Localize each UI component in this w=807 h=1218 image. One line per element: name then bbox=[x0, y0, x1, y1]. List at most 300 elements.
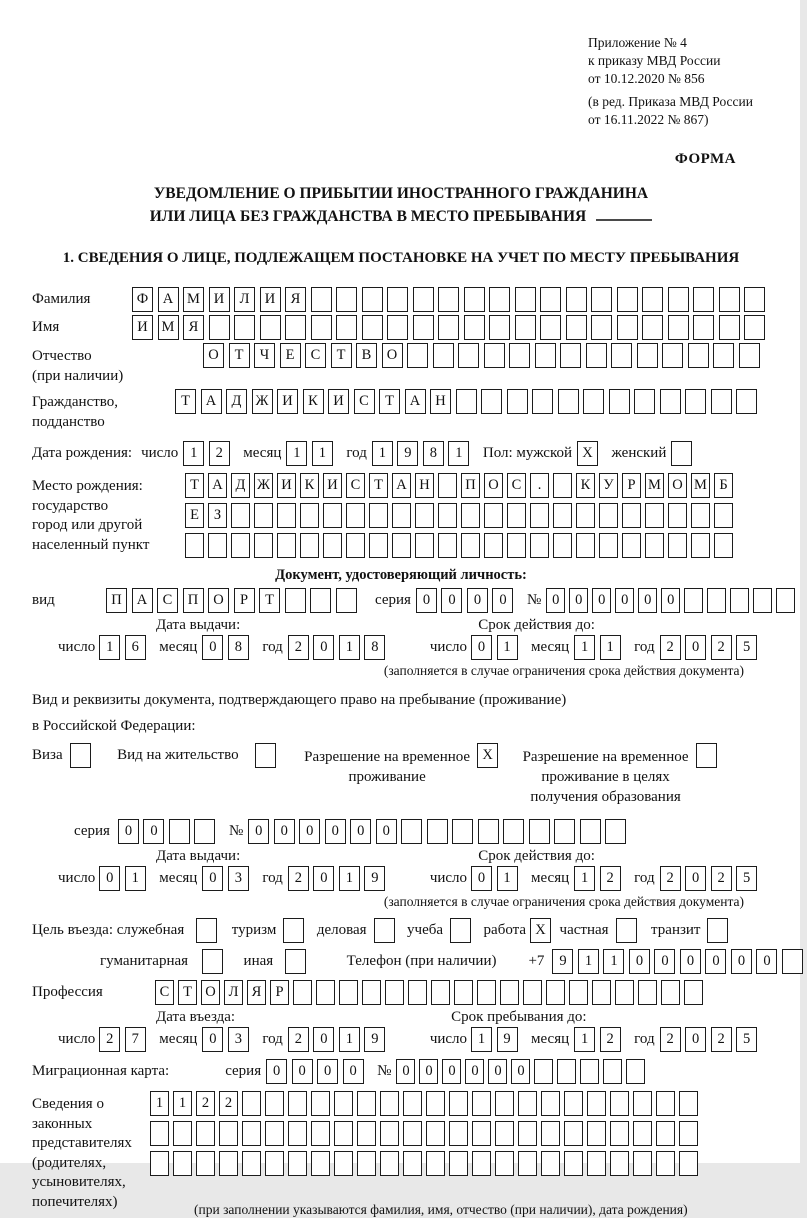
char-cell[interactable]: Т bbox=[369, 473, 388, 498]
char-cell[interactable]: 1 bbox=[574, 866, 595, 891]
char-cell[interactable] bbox=[334, 1121, 353, 1146]
char-cell[interactable]: З bbox=[208, 503, 227, 528]
char-cell[interactable]: Ж bbox=[252, 389, 273, 414]
char-cell[interactable]: 0 bbox=[680, 949, 701, 974]
char-cell[interactable]: 0 bbox=[313, 1027, 334, 1052]
char-cell[interactable]: 0 bbox=[274, 819, 295, 844]
char-cell[interactable] bbox=[515, 315, 536, 340]
char-cell[interactable] bbox=[285, 315, 306, 340]
char-cell[interactable]: 5 bbox=[736, 635, 757, 660]
char-cell[interactable] bbox=[300, 503, 319, 528]
char-cell[interactable]: 0 bbox=[118, 819, 139, 844]
char-cell[interactable]: 2 bbox=[288, 1027, 309, 1052]
char-cell[interactable]: 0 bbox=[248, 819, 269, 844]
char-cell[interactable] bbox=[495, 1121, 514, 1146]
char-cell[interactable] bbox=[599, 533, 618, 558]
char-cell[interactable] bbox=[150, 1151, 169, 1176]
char-cell[interactable] bbox=[707, 588, 726, 613]
char-cell[interactable]: О bbox=[668, 473, 687, 498]
char-cell[interactable] bbox=[254, 533, 273, 558]
checkbox-temp-residence[interactable]: X bbox=[477, 743, 498, 768]
char-cell[interactable]: 8 bbox=[228, 635, 249, 660]
char-cell[interactable] bbox=[553, 533, 572, 558]
char-cell[interactable] bbox=[691, 503, 710, 528]
char-cell[interactable]: Д bbox=[231, 473, 250, 498]
char-cell[interactable] bbox=[334, 1091, 353, 1116]
char-cell[interactable] bbox=[569, 980, 588, 1005]
char-cell[interactable]: А bbox=[405, 389, 426, 414]
char-cell[interactable] bbox=[336, 287, 357, 312]
char-cell[interactable] bbox=[260, 315, 281, 340]
char-cell[interactable]: 9 bbox=[497, 1027, 518, 1052]
char-cell[interactable] bbox=[719, 287, 740, 312]
char-cell[interactable] bbox=[438, 315, 459, 340]
char-cell[interactable]: 0 bbox=[465, 1059, 484, 1084]
char-cell[interactable]: И bbox=[328, 389, 349, 414]
char-cell[interactable] bbox=[736, 389, 757, 414]
char-cell[interactable] bbox=[288, 1091, 307, 1116]
char-cell[interactable]: 0 bbox=[266, 1059, 287, 1084]
char-cell[interactable]: 0 bbox=[638, 588, 657, 613]
char-cell[interactable] bbox=[714, 533, 733, 558]
char-cell[interactable] bbox=[622, 533, 641, 558]
char-cell[interactable] bbox=[693, 315, 714, 340]
char-cell[interactable] bbox=[449, 1151, 468, 1176]
char-cell[interactable] bbox=[311, 287, 332, 312]
char-cell[interactable] bbox=[662, 343, 683, 368]
char-cell[interactable] bbox=[426, 1151, 445, 1176]
char-cell[interactable]: Т bbox=[185, 473, 204, 498]
char-cell[interactable] bbox=[323, 503, 342, 528]
char-cell[interactable]: 9 bbox=[364, 1027, 385, 1052]
char-cell[interactable] bbox=[609, 389, 630, 414]
char-cell[interactable] bbox=[603, 1059, 622, 1084]
char-cell[interactable]: 5 bbox=[736, 1027, 757, 1052]
char-cell[interactable]: 0 bbox=[441, 588, 462, 613]
char-cell[interactable] bbox=[254, 503, 273, 528]
char-cell[interactable]: 0 bbox=[442, 1059, 461, 1084]
char-cell[interactable] bbox=[645, 503, 664, 528]
char-cell[interactable]: 0 bbox=[419, 1059, 438, 1084]
char-cell[interactable]: Р bbox=[270, 980, 289, 1005]
char-cell[interactable]: 1 bbox=[448, 441, 469, 466]
char-cell[interactable]: 0 bbox=[317, 1059, 338, 1084]
char-cell[interactable] bbox=[380, 1091, 399, 1116]
char-cell[interactable] bbox=[553, 503, 572, 528]
char-cell[interactable]: 2 bbox=[196, 1091, 215, 1116]
char-cell[interactable] bbox=[622, 503, 641, 528]
char-cell[interactable] bbox=[507, 533, 526, 558]
char-cell[interactable]: Н bbox=[430, 389, 451, 414]
char-cell[interactable] bbox=[173, 1151, 192, 1176]
char-cell[interactable] bbox=[234, 315, 255, 340]
char-cell[interactable] bbox=[661, 980, 680, 1005]
char-cell[interactable]: Т bbox=[259, 588, 280, 613]
char-cell[interactable] bbox=[668, 315, 689, 340]
char-cell[interactable]: 1 bbox=[471, 1027, 492, 1052]
char-cell[interactable]: 3 bbox=[228, 1027, 249, 1052]
char-cell[interactable] bbox=[557, 1059, 576, 1084]
char-cell[interactable]: М bbox=[183, 287, 204, 312]
char-cell[interactable]: О bbox=[208, 588, 229, 613]
char-cell[interactable]: 0 bbox=[202, 635, 223, 660]
char-cell[interactable]: П bbox=[183, 588, 204, 613]
char-cell[interactable] bbox=[461, 503, 480, 528]
char-cell[interactable]: 0 bbox=[416, 588, 437, 613]
char-cell[interactable] bbox=[362, 980, 381, 1005]
char-cell[interactable]: 0 bbox=[661, 588, 680, 613]
char-cell[interactable]: 1 bbox=[99, 635, 120, 660]
char-cell[interactable] bbox=[642, 315, 663, 340]
char-cell[interactable] bbox=[610, 1121, 629, 1146]
char-cell[interactable]: Л bbox=[234, 287, 255, 312]
char-cell[interactable] bbox=[656, 1151, 675, 1176]
char-cell[interactable] bbox=[645, 533, 664, 558]
char-cell[interactable]: 0 bbox=[471, 635, 492, 660]
char-cell[interactable]: 2 bbox=[600, 866, 621, 891]
char-cell[interactable]: 0 bbox=[685, 866, 706, 891]
char-cell[interactable] bbox=[566, 315, 587, 340]
char-cell[interactable] bbox=[288, 1121, 307, 1146]
char-cell[interactable] bbox=[684, 588, 703, 613]
char-cell[interactable] bbox=[433, 343, 454, 368]
checkbox-commercial[interactable] bbox=[374, 918, 395, 943]
char-cell[interactable]: Р bbox=[234, 588, 255, 613]
char-cell[interactable] bbox=[310, 588, 331, 613]
char-cell[interactable]: П bbox=[461, 473, 480, 498]
char-cell[interactable] bbox=[452, 819, 473, 844]
char-cell[interactable] bbox=[553, 473, 572, 498]
char-cell[interactable]: 8 bbox=[423, 441, 444, 466]
char-cell[interactable]: 1 bbox=[339, 866, 360, 891]
char-cell[interactable]: Б bbox=[714, 473, 733, 498]
char-cell[interactable] bbox=[637, 343, 658, 368]
char-cell[interactable]: 0 bbox=[492, 588, 513, 613]
char-cell[interactable] bbox=[685, 389, 706, 414]
char-cell[interactable] bbox=[357, 1121, 376, 1146]
checkbox-tourism[interactable] bbox=[283, 918, 304, 943]
char-cell[interactable] bbox=[380, 1121, 399, 1146]
char-cell[interactable]: Т bbox=[379, 389, 400, 414]
char-cell[interactable]: 2 bbox=[209, 441, 230, 466]
char-cell[interactable] bbox=[576, 503, 595, 528]
char-cell[interactable]: 1 bbox=[183, 441, 204, 466]
char-cell[interactable] bbox=[530, 503, 549, 528]
char-cell[interactable]: 1 bbox=[150, 1091, 169, 1116]
char-cell[interactable] bbox=[357, 1151, 376, 1176]
char-cell[interactable] bbox=[408, 980, 427, 1005]
char-cell[interactable]: 1 bbox=[372, 441, 393, 466]
char-cell[interactable]: 0 bbox=[685, 635, 706, 660]
char-cell[interactable] bbox=[403, 1151, 422, 1176]
char-cell[interactable] bbox=[719, 315, 740, 340]
char-cell[interactable] bbox=[668, 533, 687, 558]
char-cell[interactable] bbox=[532, 389, 553, 414]
char-cell[interactable] bbox=[714, 503, 733, 528]
char-cell[interactable] bbox=[509, 343, 530, 368]
char-cell[interactable] bbox=[449, 1121, 468, 1146]
char-cell[interactable] bbox=[484, 503, 503, 528]
char-cell[interactable]: 0 bbox=[629, 949, 650, 974]
char-cell[interactable] bbox=[478, 819, 499, 844]
char-cell[interactable] bbox=[357, 1091, 376, 1116]
char-cell[interactable]: С bbox=[155, 980, 174, 1005]
char-cell[interactable]: Т bbox=[175, 389, 196, 414]
char-cell[interactable] bbox=[454, 980, 473, 1005]
char-cell[interactable]: В bbox=[356, 343, 377, 368]
char-cell[interactable] bbox=[626, 1059, 645, 1084]
char-cell[interactable] bbox=[566, 287, 587, 312]
char-cell[interactable]: 1 bbox=[125, 866, 146, 891]
char-cell[interactable]: 2 bbox=[660, 866, 681, 891]
char-cell[interactable] bbox=[540, 287, 561, 312]
char-cell[interactable]: 0 bbox=[143, 819, 164, 844]
char-cell[interactable]: 9 bbox=[364, 866, 385, 891]
char-cell[interactable]: И bbox=[132, 315, 153, 340]
char-cell[interactable] bbox=[346, 503, 365, 528]
char-cell[interactable] bbox=[339, 980, 358, 1005]
char-cell[interactable]: 0 bbox=[313, 866, 334, 891]
char-cell[interactable] bbox=[265, 1121, 284, 1146]
char-cell[interactable] bbox=[438, 287, 459, 312]
char-cell[interactable] bbox=[489, 315, 510, 340]
char-cell[interactable] bbox=[668, 287, 689, 312]
char-cell[interactable]: 0 bbox=[705, 949, 726, 974]
char-cell[interactable]: 0 bbox=[376, 819, 397, 844]
char-cell[interactable]: 1 bbox=[574, 635, 595, 660]
checkbox-other[interactable] bbox=[285, 949, 306, 974]
char-cell[interactable] bbox=[634, 389, 655, 414]
char-cell[interactable]: Ф bbox=[132, 287, 153, 312]
char-cell[interactable]: 0 bbox=[299, 819, 320, 844]
char-cell[interactable] bbox=[500, 980, 519, 1005]
char-cell[interactable] bbox=[591, 315, 612, 340]
char-cell[interactable] bbox=[591, 287, 612, 312]
char-cell[interactable]: 0 bbox=[685, 1027, 706, 1052]
char-cell[interactable]: С bbox=[346, 473, 365, 498]
char-cell[interactable]: Л bbox=[224, 980, 243, 1005]
char-cell[interactable]: 2 bbox=[711, 1027, 732, 1052]
char-cell[interactable] bbox=[288, 1151, 307, 1176]
char-cell[interactable]: 6 bbox=[125, 635, 146, 660]
char-cell[interactable]: 2 bbox=[219, 1091, 238, 1116]
char-cell[interactable] bbox=[311, 1151, 330, 1176]
char-cell[interactable] bbox=[617, 287, 638, 312]
char-cell[interactable]: 2 bbox=[660, 1027, 681, 1052]
char-cell[interactable] bbox=[660, 389, 681, 414]
char-cell[interactable] bbox=[586, 343, 607, 368]
char-cell[interactable]: С bbox=[157, 588, 178, 613]
char-cell[interactable] bbox=[403, 1091, 422, 1116]
char-cell[interactable] bbox=[449, 1091, 468, 1116]
char-cell[interactable]: Т bbox=[229, 343, 250, 368]
char-cell[interactable] bbox=[507, 389, 528, 414]
char-cell[interactable] bbox=[495, 1151, 514, 1176]
char-cell[interactable] bbox=[265, 1151, 284, 1176]
char-cell[interactable] bbox=[684, 980, 703, 1005]
char-cell[interactable]: 1 bbox=[497, 635, 518, 660]
char-cell[interactable]: 1 bbox=[574, 1027, 595, 1052]
char-cell[interactable] bbox=[515, 287, 536, 312]
char-cell[interactable] bbox=[668, 503, 687, 528]
char-cell[interactable]: 0 bbox=[654, 949, 675, 974]
char-cell[interactable]: 0 bbox=[202, 1027, 223, 1052]
char-cell[interactable] bbox=[633, 1151, 652, 1176]
char-cell[interactable] bbox=[558, 389, 579, 414]
char-cell[interactable] bbox=[403, 1121, 422, 1146]
char-cell[interactable] bbox=[605, 819, 626, 844]
char-cell[interactable]: 2 bbox=[711, 635, 732, 660]
char-cell[interactable] bbox=[426, 1091, 445, 1116]
char-cell[interactable] bbox=[583, 389, 604, 414]
char-cell[interactable]: 0 bbox=[756, 949, 777, 974]
char-cell[interactable] bbox=[642, 287, 663, 312]
char-cell[interactable] bbox=[438, 473, 457, 498]
char-cell[interactable] bbox=[415, 503, 434, 528]
char-cell[interactable]: 0 bbox=[202, 866, 223, 891]
char-cell[interactable]: 0 bbox=[731, 949, 752, 974]
char-cell[interactable] bbox=[401, 819, 422, 844]
char-cell[interactable] bbox=[242, 1151, 261, 1176]
char-cell[interactable] bbox=[219, 1121, 238, 1146]
checkbox-humanitarian[interactable] bbox=[202, 949, 223, 974]
char-cell[interactable]: 0 bbox=[467, 588, 488, 613]
char-cell[interactable]: 1 bbox=[600, 635, 621, 660]
char-cell[interactable] bbox=[633, 1121, 652, 1146]
char-cell[interactable] bbox=[580, 1059, 599, 1084]
char-cell[interactable]: О bbox=[201, 980, 220, 1005]
checkbox-temp-residence-edu[interactable] bbox=[696, 743, 717, 768]
char-cell[interactable]: 0 bbox=[292, 1059, 313, 1084]
char-cell[interactable]: 0 bbox=[396, 1059, 415, 1084]
char-cell[interactable]: К bbox=[576, 473, 595, 498]
char-cell[interactable]: 1 bbox=[312, 441, 333, 466]
char-cell[interactable] bbox=[431, 980, 450, 1005]
char-cell[interactable]: 0 bbox=[488, 1059, 507, 1084]
char-cell[interactable] bbox=[541, 1151, 560, 1176]
char-cell[interactable]: И bbox=[277, 389, 298, 414]
char-cell[interactable] bbox=[713, 343, 734, 368]
char-cell[interactable] bbox=[231, 503, 250, 528]
char-cell[interactable] bbox=[150, 1121, 169, 1146]
char-cell[interactable]: А bbox=[392, 473, 411, 498]
char-cell[interactable]: 9 bbox=[397, 441, 418, 466]
char-cell[interactable]: А bbox=[158, 287, 179, 312]
checkbox-work[interactable]: X bbox=[530, 918, 551, 943]
char-cell[interactable] bbox=[438, 533, 457, 558]
char-cell[interactable]: 0 bbox=[592, 588, 611, 613]
char-cell[interactable] bbox=[587, 1121, 606, 1146]
char-cell[interactable]: 3 bbox=[228, 866, 249, 891]
char-cell[interactable]: Я bbox=[247, 980, 266, 1005]
char-cell[interactable] bbox=[477, 980, 496, 1005]
char-cell[interactable] bbox=[311, 315, 332, 340]
char-cell[interactable] bbox=[346, 533, 365, 558]
char-cell[interactable]: А bbox=[201, 389, 222, 414]
char-cell[interactable]: О bbox=[203, 343, 224, 368]
char-cell[interactable] bbox=[679, 1091, 698, 1116]
char-cell[interactable] bbox=[744, 315, 765, 340]
char-cell[interactable]: 0 bbox=[546, 588, 565, 613]
char-cell[interactable] bbox=[392, 533, 411, 558]
char-cell[interactable] bbox=[413, 287, 434, 312]
char-cell[interactable] bbox=[489, 287, 510, 312]
char-cell[interactable] bbox=[693, 287, 714, 312]
char-cell[interactable]: 5 bbox=[736, 866, 757, 891]
char-cell[interactable] bbox=[385, 980, 404, 1005]
char-cell[interactable] bbox=[560, 343, 581, 368]
char-cell[interactable] bbox=[413, 315, 434, 340]
char-cell[interactable]: 1 bbox=[497, 866, 518, 891]
char-cell[interactable] bbox=[323, 533, 342, 558]
char-cell[interactable] bbox=[472, 1151, 491, 1176]
char-cell[interactable] bbox=[540, 315, 561, 340]
char-cell[interactable]: Р bbox=[622, 473, 641, 498]
char-cell[interactable]: 0 bbox=[615, 588, 634, 613]
char-cell[interactable] bbox=[739, 343, 760, 368]
char-cell[interactable] bbox=[656, 1121, 675, 1146]
char-cell[interactable] bbox=[776, 588, 795, 613]
char-cell[interactable] bbox=[464, 287, 485, 312]
checkbox-residence-permit[interactable] bbox=[255, 743, 276, 768]
char-cell[interactable]: И bbox=[277, 473, 296, 498]
char-cell[interactable] bbox=[407, 343, 428, 368]
char-cell[interactable]: 0 bbox=[511, 1059, 530, 1084]
char-cell[interactable]: 2 bbox=[288, 635, 309, 660]
char-cell[interactable] bbox=[277, 533, 296, 558]
char-cell[interactable]: М bbox=[691, 473, 710, 498]
char-cell[interactable] bbox=[541, 1121, 560, 1146]
char-cell[interactable]: 9 bbox=[552, 949, 573, 974]
char-cell[interactable]: 7 bbox=[125, 1027, 146, 1052]
char-cell[interactable]: Н bbox=[415, 473, 434, 498]
char-cell[interactable] bbox=[242, 1121, 261, 1146]
char-cell[interactable] bbox=[464, 315, 485, 340]
char-cell[interactable] bbox=[208, 533, 227, 558]
char-cell[interactable] bbox=[503, 819, 524, 844]
char-cell[interactable] bbox=[484, 343, 505, 368]
char-cell[interactable] bbox=[587, 1091, 606, 1116]
char-cell[interactable] bbox=[300, 533, 319, 558]
char-cell[interactable] bbox=[311, 1121, 330, 1146]
char-cell[interactable]: Д bbox=[226, 389, 247, 414]
char-cell[interactable] bbox=[458, 343, 479, 368]
char-cell[interactable] bbox=[369, 533, 388, 558]
char-cell[interactable] bbox=[472, 1121, 491, 1146]
char-cell[interactable]: 2 bbox=[288, 866, 309, 891]
char-cell[interactable] bbox=[564, 1091, 583, 1116]
char-cell[interactable]: Т bbox=[331, 343, 352, 368]
char-cell[interactable]: 1 bbox=[339, 1027, 360, 1052]
char-cell[interactable] bbox=[599, 503, 618, 528]
char-cell[interactable] bbox=[753, 588, 772, 613]
char-cell[interactable] bbox=[610, 1151, 629, 1176]
char-cell[interactable] bbox=[688, 343, 709, 368]
char-cell[interactable] bbox=[209, 315, 230, 340]
char-cell[interactable] bbox=[484, 533, 503, 558]
char-cell[interactable] bbox=[387, 315, 408, 340]
char-cell[interactable] bbox=[316, 980, 335, 1005]
checkbox-business[interactable] bbox=[196, 918, 217, 943]
checkbox-private[interactable] bbox=[616, 918, 637, 943]
char-cell[interactable]: 1 bbox=[286, 441, 307, 466]
char-cell[interactable]: С bbox=[507, 473, 526, 498]
char-cell[interactable] bbox=[481, 389, 502, 414]
char-cell[interactable] bbox=[265, 1091, 284, 1116]
char-cell[interactable] bbox=[546, 980, 565, 1005]
char-cell[interactable] bbox=[336, 315, 357, 340]
checkbox-study[interactable] bbox=[450, 918, 471, 943]
